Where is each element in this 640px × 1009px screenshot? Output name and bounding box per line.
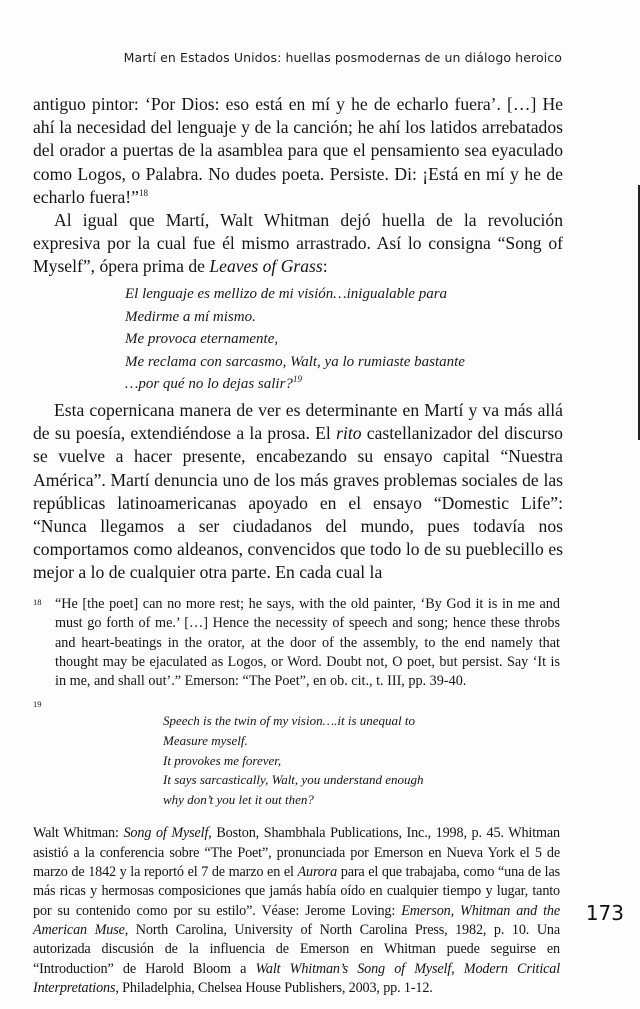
running-head: Martí en Estados Unidos: huellas posmodernas de un diálogo heroico xyxy=(123,50,562,65)
verse-line: El lenguaje es mellizo de mi visión…inigualable para xyxy=(125,286,448,302)
italic-title: Emerson, Whitman and the American Muse xyxy=(33,902,560,938)
footnote-19-marker xyxy=(33,691,560,709)
body-text-upper xyxy=(33,93,563,279)
verse-line: …por qué no lo dejas salir?$^{19}$ xyxy=(125,374,302,392)
verse-line: Me provoca eternamente, xyxy=(125,331,279,347)
footnote-18 xyxy=(33,595,560,691)
italic-title: Song of Myself xyxy=(123,825,209,842)
italic-title: Leaves of Grass xyxy=(209,256,323,277)
footnote-number: 18 xyxy=(33,597,42,607)
verse-quotation xyxy=(125,283,465,396)
verse-line: Medirme a mí mismo. xyxy=(125,308,256,325)
footnote-verse-line: It provokes me forever, xyxy=(163,752,282,768)
paragraph-continuation: antiguo pintor: ‘Por Dios: eso está en mí y he de echarlo fuera’. […] He ahí la necesidad del lenguaje y de la canción; he ahí los latidos arrebatados del orador a puertas de la asamblea para que el pensamiento sea eyaculado como Logos, o Palabra. No dudes poeta. Persiste. Di: ¡Está en mí y he de echarlo fuera!”$^{18}$ xyxy=(33,94,563,207)
page-number: 173 xyxy=(585,901,624,925)
footnote-verse-line: Measure myself. xyxy=(163,733,248,749)
note-ref: 18 xyxy=(138,187,148,198)
verse-line: Me reclama con sarcasmo, Walt, ya lo rumiaste bastante xyxy=(125,353,465,370)
italic-title: rito xyxy=(336,423,362,444)
footnote-19-source: Walt Whitman: Song of Myself, Boston, Shambhala Publications, Inc., 1998, p. 45. Whitman asistió a la conferencia sobre “The Poet”, pronunciada por Emerson en Nueva York el 5 de marzo de 1842 y la reportó el 7 de marzo en el Aurora para el que trabajaba, como “una de las más ricas y hermosas composiciones que jamás había oído en cualquier tiempo y lugar, tanto por su contenido como por su estilo”. Véase: Jerome Loving: Emerson, Whitman and the American Muse, North Carolina, University of North Carolina Press, 1982, p. 10. Una autorizada discusión de la influencia de Emerson en Whitman puede seguirse en “Introduction” de Harold Bloom a Walt Whitman’s Song of Myself, Modern Critical Interpretations, Philadelphia, Chelsea House Publishers, 2003, pp. 1-12. xyxy=(33,825,561,996)
italic-title: Walt Whitman’s Song of Myself, Modern Critical Interpretations xyxy=(33,960,560,996)
note-ref-19: 19 xyxy=(292,374,302,384)
footnote-text: “He [the poet] can no more rest; he says, with the old painter, ‘By God it is in me and must go forth of me.’ […] Hence the necessity of speech and song; hence these throbs and heart-beatings in the orator, at the door of the assembly, to the end namely that thought may be ejaculated as Logos, or Word. Doubt not, O poet, but persist. Say ‘It is in me, and shall out’.” Emerson: “The Poet”, en ob. cit., t. III, pp. 39-40. xyxy=(55,596,560,690)
footnote-verse-line: It says sarcastically, Walt, you understand enough xyxy=(163,772,424,788)
footnote-number: 19 xyxy=(33,699,42,710)
footnotes xyxy=(33,595,560,998)
paragraph-whitman: Al igual que Martí, Walt Whitman dejó huella de la revolución expresiva por la cual fue él mismo arrastrado. Así lo consigna “Song of Myself”, ópera prima de Leaves of Grass: xyxy=(33,210,563,277)
footnote-verse xyxy=(163,711,560,809)
italic-title: Aurora xyxy=(297,864,338,881)
footnote-verse-line: why don’t you let it out then? xyxy=(163,791,314,807)
body-text-lower xyxy=(33,399,563,585)
paragraph-copernican: Esta copernicana manera de ver es determinante en Martí y va más allá de su poesía, extendiéndose a la prosa. El rito castellanizador del discurso se vuelve a hacer presente, encabezando su ensayo capital “Nuestra América”. Martí denuncia uno de los más graves problemas sociales de las repúblicas latinoamericanas apoyado en el ensayo “Domestic Life”: “Nunca llegamos a ser ciudadanos del mundo, pues todavía nos comportamos como aldeanos, convencidos que todo lo de su pueblecillo es mejor a lo de cualquier otra parte. En cada cual la xyxy=(33,400,563,583)
footnote-verse-line: Speech is the twin of my vision….it is unequal to xyxy=(163,713,416,729)
